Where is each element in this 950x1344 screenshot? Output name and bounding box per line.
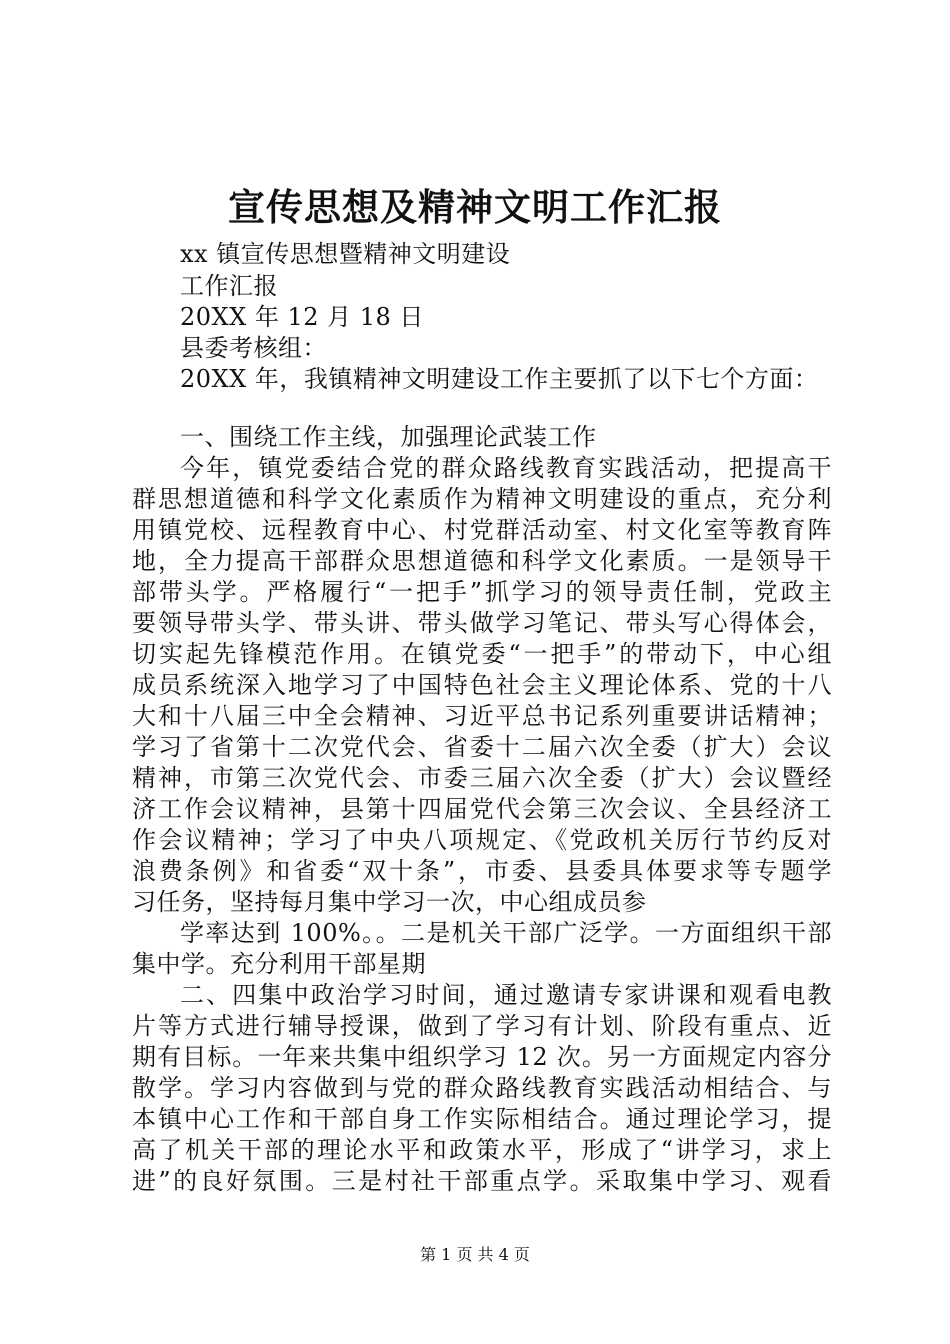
body-line: 学习了省第十二次党代会、省委十二届六次全委（扩大）会议 [132,733,832,761]
body-line: 成员系统深入地学习了中国特色社会主义理论体系、党的十八 [132,671,832,699]
body-line: 今年，镇党委结合党的群众路线教育实践活动，把提高干 [180,454,832,482]
intro-line: 20XX 年，我镇精神文明建设工作主要抓了以下七个方面： [180,365,819,393]
header-line: 工作汇报 [180,272,278,300]
body-line: 学率达到 100%。。二是机关干部广泛学。一方面组织干部 [180,919,832,947]
section-heading: 一、围绕工作主线，加强理论武装工作 [180,423,597,451]
body-line: 大和十八届三中全会精神、习近平总书记系列重要讲话精神； [132,702,832,730]
body-line: 集中学。充分利用干部星期 [132,950,426,978]
salutation-line: 县委考核组： [180,334,327,362]
body-line: 进”的良好氛围。三是村社干部重点学。采取集中学习、观看 [132,1167,832,1195]
body-line: 群思想道德和科学文化素质作为精神文明建设的重点，充分利 [132,485,832,513]
body-line: 要领导带头学、带头讲、带头做学习笔记、带头写心得体会， [132,609,832,637]
body-line: 作会议精神；学习了中央八项规定、《党政机关厉行节约反对 [132,826,832,854]
body-line: 高了机关干部的理论水平和政策水平，形成了“讲学习，求上 [132,1136,832,1164]
body-line: 济工作会议精神，县第十四届党代会第三次会议、全县经济工 [132,795,832,823]
body-line: 切实起先锋模范作用。在镇党委“一把手”的带动下，中心组 [132,640,832,668]
page-footer: 第 1 页 共 4 页 [420,1245,530,1264]
body-line: 部带头学。严格履行“一把手”抓学习的领导责任制，党政主 [132,578,832,606]
body-line: 精神，市第三次党代会、市委三届六次全委（扩大）会议暨经 [132,764,832,792]
body-line: 习任务，坚持每月集中学习一次，中心组成员参 [132,888,647,916]
body-line: 二、四集中政治学习时间，通过邀请专家讲课和观看电教 [180,981,832,1009]
body-line: 用镇党校、远程教育中心、村党群活动室、村文化室等教育阵 [132,516,832,544]
body-line: 浪费条例》和省委“双十条”，市委、县委具体要求等专题学 [132,857,832,885]
body-line: 本镇中心工作和干部自身工作实际相结合。通过理论学习，提 [132,1105,832,1133]
body-line: 片等方式进行辅导授课，做到了学习有计划、阶段有重点、近 [132,1012,832,1040]
date-line: 20XX 年 12 月 18 日 [180,303,424,331]
body-line: 期有目标。一年来共集中组织学习 12 次。另一方面规定内容分 [132,1043,832,1071]
body-line: 散学。学习内容做到与党的群众路线教育实践活动相结合、与 [132,1074,832,1102]
document-title: 宣传思想及精神文明工作汇报 [228,185,722,229]
body-line: 地，全力提高干部群众思想道德和科学文化素质。一是领导干 [132,547,832,575]
header-line: xx 镇宣传思想暨精神文明建设 [180,240,511,268]
